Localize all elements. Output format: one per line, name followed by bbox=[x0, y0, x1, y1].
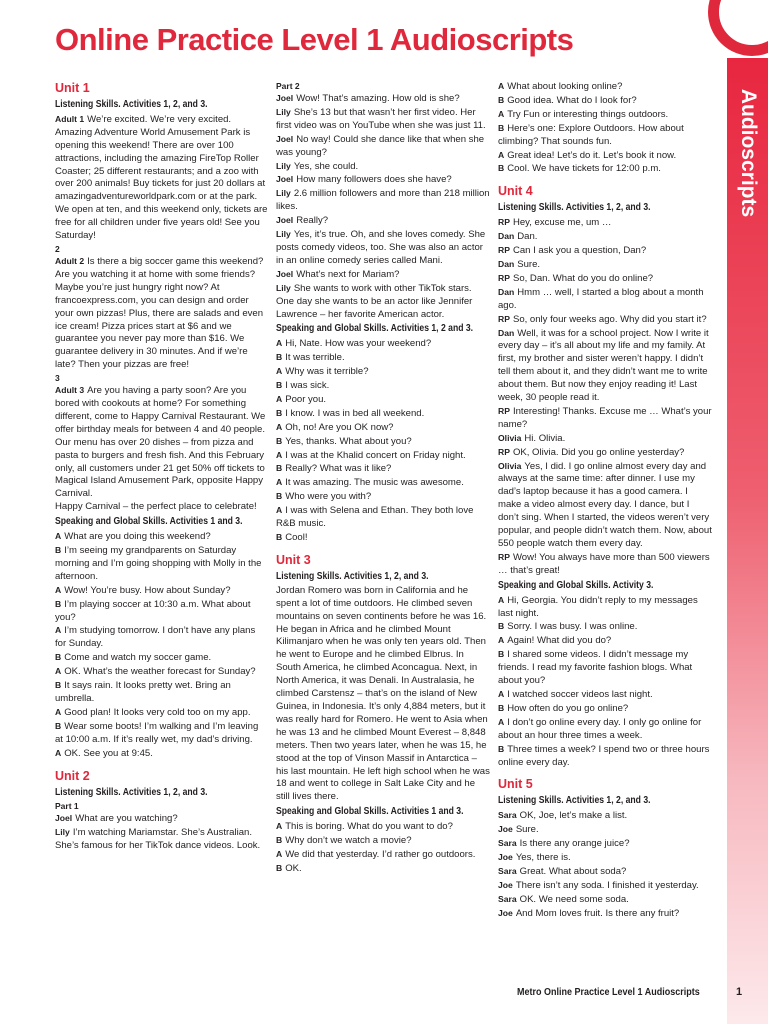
line-text: Yes, there is. bbox=[515, 852, 571, 864]
line-text: I was sick. bbox=[285, 380, 330, 392]
dialogue-line bbox=[498, 743, 712, 770]
section-heading: Listening Skills. Activities 1, 2, and 3. bbox=[55, 786, 208, 798]
line-text: Yes, thanks. What about you? bbox=[285, 435, 412, 447]
speaker-label: B bbox=[498, 743, 505, 754]
line-text: She wants to work with other TikTok stars. One day she wants to be an actor like Jennifer Lawrence – her favorite American actor. bbox=[276, 282, 473, 320]
speaker-label: A bbox=[498, 716, 505, 727]
line-text: Happy Carnival – the perfect place to celebrate! bbox=[55, 501, 257, 513]
speaker-label: B bbox=[276, 463, 283, 474]
line-text: Dan. bbox=[517, 231, 538, 243]
dialogue-line bbox=[55, 679, 268, 706]
dialogue-line bbox=[276, 351, 490, 365]
speaker-label: Dan bbox=[498, 286, 515, 297]
speaker-label: Dan bbox=[498, 327, 515, 338]
line-text: Cool! bbox=[285, 532, 308, 543]
line-text: Interesting! Thanks. Excuse me … What’s your name? bbox=[498, 405, 712, 430]
speaker-label: A bbox=[276, 338, 283, 349]
line-text: I don’t go online every day. I only go online for about an hour three times a week. bbox=[498, 716, 702, 741]
part-label: 3 bbox=[55, 373, 60, 384]
dialogue-line bbox=[276, 92, 490, 106]
speaker-label: B bbox=[276, 380, 283, 391]
section-heading: Speaking and Global Skills. Activities 1, 2 and 3. bbox=[276, 323, 474, 335]
line-text: We did that yesterday. I’d rather go outdoors. bbox=[285, 848, 476, 860]
line-text: Is there a big soccer game this weekend? Are you watching it at home with some friends? Maybe you’re just hungry right now? At francoexpress.com, you can design and order your own pizzas! Plus, there are salads and even ice cream! Pizza prices start at $6 and we guarantee you never pay more than $16. We guarantee delivery in 30 minutes. And if we’re late? Then your pizzas are free! bbox=[55, 255, 264, 371]
line-text: Hmm … well, I started a blog about a month ago. bbox=[498, 286, 704, 311]
line-text: Poor you. bbox=[285, 393, 327, 405]
dialogue-line bbox=[276, 848, 490, 862]
speaker-label: Adult 3 bbox=[55, 385, 85, 396]
dialogue-line bbox=[498, 551, 712, 578]
dialogue-line bbox=[498, 149, 712, 163]
speaker-label: Lily bbox=[276, 160, 291, 171]
dialogue-line bbox=[276, 624, 490, 805]
line-text: What’s next for Mariam? bbox=[296, 268, 400, 280]
line-text: I know. I was in bed all weekend. bbox=[285, 407, 425, 419]
dialogue-line bbox=[55, 544, 268, 584]
dialogue-line bbox=[498, 620, 712, 634]
speaker-label: B bbox=[55, 652, 62, 663]
speaker-label: Sara bbox=[498, 865, 517, 876]
dialogue-line bbox=[55, 826, 268, 853]
line-text: Really? What was it like? bbox=[285, 463, 392, 475]
line-text: OK, Olivia. Did you go online yesterday? bbox=[512, 446, 685, 458]
speaker-label: A bbox=[55, 666, 62, 677]
line-text: She’s 13 but that wasn’t her first video. Her first video was on YouTube when she was just 11. bbox=[276, 106, 486, 131]
speaker-label: Lily bbox=[276, 188, 291, 199]
dialogue-line bbox=[276, 379, 490, 393]
dialogue-line bbox=[276, 862, 490, 876]
speaker-label: B bbox=[276, 407, 283, 418]
dialogue-line bbox=[498, 446, 712, 460]
speaker-label: B bbox=[276, 532, 283, 542]
speaker-label: A bbox=[276, 848, 283, 859]
line-text: Good idea. What do I look for? bbox=[507, 94, 637, 106]
dialogue-line bbox=[498, 432, 712, 446]
dialogue-line bbox=[276, 160, 490, 174]
dialogue-line bbox=[498, 823, 712, 837]
dialogue-line bbox=[55, 665, 268, 679]
speaker-label: RP bbox=[498, 245, 510, 256]
speaker-label: Dan bbox=[498, 258, 515, 269]
column-1 bbox=[55, 80, 268, 853]
dialogue-line bbox=[498, 122, 712, 149]
line-text: I watched soccer videos last night. bbox=[507, 688, 653, 700]
speaker-label: Lily bbox=[276, 106, 291, 117]
speaker-label: A bbox=[276, 393, 283, 404]
dialogue-line bbox=[276, 337, 490, 351]
line-text: What are you watching? bbox=[75, 813, 178, 825]
speaker-label: Adult 1 bbox=[55, 113, 85, 124]
dialogue-line bbox=[276, 476, 490, 490]
dialogue-line bbox=[276, 531, 490, 545]
speaker-label: B bbox=[498, 621, 505, 632]
part-label: Part 2 bbox=[276, 81, 300, 91]
speaker-label: A bbox=[276, 421, 283, 432]
speaker-label: B bbox=[55, 720, 62, 731]
dialogue-line bbox=[55, 747, 268, 761]
speaker-label: A bbox=[276, 477, 283, 488]
sidebar-label: Audioscripts bbox=[736, 88, 760, 218]
line-text: Yes, she could. bbox=[293, 160, 359, 172]
speaker-label: Olivia bbox=[498, 432, 522, 443]
speaker-label: B bbox=[55, 680, 62, 691]
line-text: And Mom loves fruit. Is there any fruit? bbox=[515, 907, 680, 919]
line-text: Three times a week? I spend two or three hours online every day. bbox=[498, 743, 710, 768]
dialogue-line bbox=[276, 282, 490, 322]
dialogue-line bbox=[55, 812, 268, 826]
speaker-label: B bbox=[498, 702, 505, 713]
speaker-label: A bbox=[55, 625, 62, 636]
dialogue-line bbox=[498, 809, 712, 823]
line-text: He began in Africa and he climbed Mount Kilimanjaro when he was only ten years old. Then he went to Europe and he climbed Elbrus. In South America, he climbed Aconcagua. Next, in North America, it was Denali. In Australasia, he climbed Carstensz – that’s on the island of New Guinea, in Indonesia. It’s only 4,884 meters, but it was really hard for Romero. He went to Asia when he was 13 and he climbed Mount Everest – 8,848 meters. Then two years later, when he was 15, he stood at the top of Vinson Massif in Antarctica – his last mountain. He left high school when he was 18 and went to college in Salt Lake City and he still lives there. bbox=[276, 623, 490, 803]
line-text: I’m seeing my grandparents on Saturday morning and I’m going shopping with Molly in the afternoon. bbox=[55, 545, 262, 582]
section-heading: Speaking and Global Skills. Activities 1 and 3. bbox=[276, 806, 464, 818]
speaker-label: B bbox=[55, 545, 62, 555]
dialogue-line bbox=[498, 865, 712, 879]
line-text: Wow! That’s amazing. How old is she? bbox=[296, 93, 460, 104]
line-text: This is boring. What do you want to do? bbox=[285, 821, 453, 833]
dialogue-line bbox=[276, 268, 490, 282]
dialogue-line bbox=[276, 462, 490, 476]
page-footer: Metro Online Practice Level 1 Audioscripts bbox=[517, 987, 700, 998]
corner-ring-decoration bbox=[708, 0, 768, 56]
line-text: Is there any orange juice? bbox=[519, 838, 630, 850]
speaker-label: B bbox=[276, 491, 283, 502]
line-text: Good plan! It looks very cold too on my app. bbox=[64, 706, 251, 718]
dialogue-line bbox=[55, 720, 268, 747]
line-text: Can I ask you a question, Dan? bbox=[512, 245, 647, 257]
speaker-label: A bbox=[55, 706, 62, 717]
line-text: Again! What did you do? bbox=[507, 635, 612, 647]
speaker-label: A bbox=[498, 81, 505, 91]
section-heading: Speaking and Global Skills. Activities 1 and 3. bbox=[55, 516, 243, 528]
dialogue-line bbox=[276, 228, 490, 268]
speaker-label: RP bbox=[498, 313, 510, 324]
speaker-label: A bbox=[55, 531, 62, 542]
line-text: Here’s one: Explore Outdoors. How about climbing? That sounds fun. bbox=[498, 122, 684, 147]
line-text: I was with Selena and Ethan. They both love R&B music. bbox=[276, 505, 474, 530]
dialogue-line bbox=[55, 706, 268, 720]
unit-heading: Unit 3 bbox=[276, 552, 311, 567]
line-text: Hi. Olivia. bbox=[524, 432, 566, 444]
speaker-label: B bbox=[276, 435, 283, 446]
section-heading: Listening Skills. Activities 1, 2, and 3. bbox=[276, 570, 429, 582]
line-text: Come and watch my soccer game. bbox=[64, 652, 212, 664]
line-text: So, only four weeks ago. Why did you start it? bbox=[512, 313, 707, 325]
dialogue-line bbox=[276, 834, 490, 848]
column-3 bbox=[498, 80, 712, 921]
speaker-label: RP bbox=[498, 446, 510, 457]
dialogue-line bbox=[498, 216, 712, 230]
line-text: I shared some videos. I didn’t message my friends. I read my favorite fashion blogs. What about you? bbox=[498, 649, 693, 687]
speaker-label: A bbox=[276, 449, 283, 460]
dialogue-line bbox=[276, 214, 490, 228]
speaker-label: Joe bbox=[498, 907, 513, 918]
dialogue-line bbox=[55, 530, 268, 544]
unit-heading: Unit 2 bbox=[55, 768, 90, 783]
section-heading: Speaking and Global Skills. Activity 3. bbox=[498, 579, 654, 591]
speaker-label: Joel bbox=[276, 268, 294, 279]
dialogue-line bbox=[498, 258, 712, 272]
speaker-label: Sara bbox=[498, 893, 517, 904]
line-text: Great idea! Let’s do it. Let’s book it now. bbox=[507, 149, 677, 161]
line-text: Why don’t we watch a movie? bbox=[285, 835, 412, 847]
speaker-label: B bbox=[498, 163, 505, 174]
line-text: Wow! You always have more than 500 viewers … that’s great! bbox=[498, 551, 710, 576]
line-text: It was amazing. The music was awesome. bbox=[285, 477, 464, 489]
speaker-label: RP bbox=[498, 405, 510, 416]
speaker-label: Lily bbox=[55, 827, 70, 838]
section-heading: Listening Skills. Activities 1, 2, and 3. bbox=[498, 202, 651, 214]
speaker-label: A bbox=[55, 584, 62, 595]
dialogue-line bbox=[55, 598, 268, 625]
line-text: Hey, excuse me, um … bbox=[512, 217, 612, 229]
dialogue-line bbox=[276, 407, 490, 421]
dialogue-line bbox=[276, 393, 490, 407]
line-text: Oh, no! Are you OK now? bbox=[285, 421, 394, 433]
page-number: 1 bbox=[736, 986, 743, 998]
speaker-label: Joel bbox=[276, 215, 294, 226]
speaker-label: A bbox=[498, 149, 505, 160]
unit-heading: Unit 1 bbox=[55, 81, 90, 95]
dialogue-line bbox=[55, 651, 268, 665]
speaker-label: Dan bbox=[498, 231, 515, 242]
dialogue-line bbox=[498, 702, 712, 716]
column-2 bbox=[276, 80, 490, 876]
line-text: Sorry. I was busy. I was online. bbox=[507, 621, 638, 633]
line-text: Wear some boots! I’m walking and I’m leaving at 10:00 a.m. If it’s really wet, my dad’s driving. bbox=[55, 720, 259, 745]
dialogue-line bbox=[276, 435, 490, 449]
line-text: How often do you go online? bbox=[507, 702, 629, 714]
line-text: Great. What about soda? bbox=[519, 865, 627, 877]
dialogue-line bbox=[498, 244, 712, 258]
speaker-label: Lily bbox=[276, 229, 291, 240]
dialogue-line bbox=[55, 384, 268, 501]
dialogue-line bbox=[276, 585, 490, 624]
part-label: Part 1 bbox=[55, 801, 79, 812]
speaker-label: Joe bbox=[498, 852, 513, 863]
dialogue-line bbox=[498, 94, 712, 108]
line-text: Wow! You’re busy. How about Sunday? bbox=[64, 584, 231, 596]
line-text: So, Dan. What do you do online? bbox=[512, 272, 654, 284]
dialogue-line bbox=[276, 504, 490, 531]
speaker-label: B bbox=[276, 352, 283, 363]
line-text: OK. What’s the weather forecast for Sunday? bbox=[64, 666, 256, 678]
line-text: No way! Could she dance like that when she was young? bbox=[276, 133, 485, 158]
unit-heading: Unit 4 bbox=[498, 184, 533, 199]
speaker-label: A bbox=[276, 366, 283, 377]
speaker-label: Joel bbox=[276, 174, 294, 185]
speaker-label: B bbox=[276, 835, 283, 846]
speaker-label: A bbox=[55, 747, 62, 758]
speaker-label: Joe bbox=[498, 824, 513, 835]
line-text: Well, it was for a school project. Now I write it every day – it’s all about my life and my family. At first, my brother and sister weren’t happy. I didn’t tell them about it, and they didn’t want me to write about them. But now they enjoy reading it! Last week, 30 people read it. bbox=[498, 327, 709, 404]
line-text: Yes, it’s true. Oh, and she loves comedy. She posts comedy videos, too. She was also an actor in an online comedy series called Mani. bbox=[276, 229, 486, 266]
dialogue-line bbox=[498, 837, 712, 851]
line-text: I’m watching Mariamstar. She’s Australian. She’s famous for her TikTok dance videos. Look. bbox=[55, 827, 261, 852]
unit-heading: Unit 5 bbox=[498, 777, 533, 792]
dialogue-line bbox=[55, 624, 268, 651]
speaker-label: A bbox=[498, 108, 505, 119]
dialogue-line bbox=[498, 648, 712, 688]
dialogue-line bbox=[55, 584, 268, 598]
dialogue-line bbox=[276, 133, 490, 160]
dialogue-line bbox=[498, 851, 712, 865]
speaker-label: RP bbox=[498, 217, 510, 228]
line-text: I was at the Khalid concert on Friday night. bbox=[285, 449, 466, 461]
speaker-label: RP bbox=[498, 551, 510, 562]
dialogue-line bbox=[276, 365, 490, 379]
speaker-label: A bbox=[276, 821, 283, 832]
dialogue-line bbox=[498, 313, 712, 327]
line-text: OK. bbox=[285, 862, 302, 874]
dialogue-line bbox=[55, 113, 268, 243]
dialogue-line bbox=[276, 187, 490, 214]
dialogue-line bbox=[498, 594, 712, 621]
line-text: Jordan Romero was born in California and he spent a lot of time outdoors. He climbed seven mountains on seven continents before he was 16. bbox=[276, 584, 487, 622]
dialogue-line bbox=[498, 460, 712, 551]
dialogue-line bbox=[276, 490, 490, 504]
line-text: Yes, I did. I go online almost every day and always at the same time: after dinner. I use my dad’s laptop because it has a good camera. I make a video almost every day. I dance, but I don’t sing. When I started, the videos weren’t very popular, and people didn’t watch them. Now, about 550 people watch them every day. bbox=[498, 460, 712, 549]
speaker-label: Olivia bbox=[498, 460, 522, 471]
line-text: Try Fun or interesting things outdoors. bbox=[507, 108, 669, 120]
speaker-label: A bbox=[498, 635, 505, 646]
speaker-label: Adult 2 bbox=[55, 255, 85, 266]
dialogue-line bbox=[276, 449, 490, 463]
dialogue-line bbox=[498, 230, 712, 244]
speaker-label: B bbox=[498, 649, 505, 660]
speaker-label: Joel bbox=[55, 813, 73, 824]
speaker-label: B bbox=[276, 862, 283, 873]
speaker-label: B bbox=[55, 598, 62, 609]
line-text: Cool. We have tickets for 12:00 p.m. bbox=[507, 163, 661, 175]
dialogue-line bbox=[498, 80, 712, 94]
dialogue-line bbox=[55, 255, 268, 372]
section-heading: Listening Skills. Activities 1, 2, and 3. bbox=[498, 795, 651, 807]
line-text: 2.6 million followers and more than 218 million likes. bbox=[276, 188, 490, 213]
dialogue-line bbox=[276, 820, 490, 834]
line-text: I’m playing soccer at 10:30 a.m. What about you? bbox=[55, 598, 251, 623]
dialogue-line bbox=[55, 501, 268, 514]
line-text: Hi, Nate. How was your weekend? bbox=[285, 338, 432, 350]
line-text: It was terrible. bbox=[285, 352, 345, 364]
line-text: Why was it terrible? bbox=[285, 366, 369, 378]
speaker-label: Sara bbox=[498, 810, 517, 821]
part-label: 2 bbox=[55, 243, 60, 254]
line-text: I’m studying tomorrow. I don’t have any plans for Sunday. bbox=[55, 625, 256, 650]
page-title: Online Practice Level 1 Audioscripts bbox=[55, 22, 574, 57]
section-heading: Listening Skills. Activities 1, 2, and 3. bbox=[55, 99, 208, 110]
line-text: It says rain. It looks pretty wet. Bring an umbrella. bbox=[55, 680, 231, 704]
line-text: How many followers does she have? bbox=[296, 174, 452, 186]
dialogue-line bbox=[498, 634, 712, 648]
speaker-label: A bbox=[498, 688, 505, 699]
speaker-label: Lily bbox=[276, 282, 291, 293]
dialogue-line bbox=[276, 421, 490, 435]
line-text: What about looking online? bbox=[507, 81, 623, 92]
line-text: OK. We need some soda. bbox=[519, 893, 629, 905]
dialogue-line bbox=[498, 907, 712, 921]
line-text: Sure. bbox=[517, 258, 541, 270]
dialogue-line bbox=[276, 106, 490, 133]
speaker-label: Joel bbox=[276, 133, 294, 144]
line-text: There isn’t any soda. I finished it yesterday. bbox=[515, 879, 699, 891]
dialogue-line bbox=[498, 272, 712, 286]
line-text: OK, Joe, let’s make a list. bbox=[519, 810, 628, 822]
dialogue-line bbox=[498, 893, 712, 907]
dialogue-line bbox=[498, 405, 712, 432]
speaker-label: Sara bbox=[498, 838, 517, 849]
line-text: Really? bbox=[296, 215, 329, 227]
speaker-label: Joel bbox=[276, 93, 294, 103]
dialogue-line bbox=[498, 688, 712, 702]
dialogue-line bbox=[498, 716, 712, 743]
line-text: Are you having a party soon? Are you bored with cookouts at home? For something different, come to Happy Carnival Restaurant. We offer birthday meals for between 4 and 40 people. Our menu has over 20 dishes – from pizza and pasta to burgers and fresh fish. And this February only, all customers under 21 get 50% off tickets to Magical Island Amusement Park, opposite Happy Carnival. bbox=[55, 385, 266, 500]
line-text: OK. See you at 9:45. bbox=[64, 747, 153, 759]
speaker-label: B bbox=[498, 94, 505, 105]
line-text: Sure. bbox=[515, 824, 539, 836]
speaker-label: A bbox=[276, 505, 283, 516]
speaker-label: B bbox=[498, 122, 505, 133]
line-text: Hi, Georgia. You didn’t reply to my messages last night. bbox=[498, 594, 698, 619]
speaker-label: Joe bbox=[498, 879, 513, 890]
dialogue-line bbox=[498, 286, 712, 313]
line-text: We’re excited. We’re very excited. Amazing Adventure World Amusement Park is opening this weekend! There are over 100 attractions, including the amazing FireTop Roller Coaster; 25 different restaurants; and a zoo with over 200 animals! Buy tickets for just 20 dollars at amazingadventureworldpark.com or at the park. We open at ten, and this weekend only, tickets are free for all children under five years old! See you Saturday! bbox=[55, 113, 268, 242]
line-text: Who were you with? bbox=[285, 491, 372, 503]
line-text: What are you doing this weekend? bbox=[64, 531, 211, 543]
speaker-label: RP bbox=[498, 272, 510, 283]
dialogue-line bbox=[498, 879, 712, 893]
speaker-label: A bbox=[498, 594, 505, 605]
dialogue-line bbox=[276, 173, 490, 187]
dialogue-line bbox=[498, 327, 712, 405]
dialogue-line bbox=[498, 108, 712, 122]
dialogue-line bbox=[498, 162, 712, 176]
